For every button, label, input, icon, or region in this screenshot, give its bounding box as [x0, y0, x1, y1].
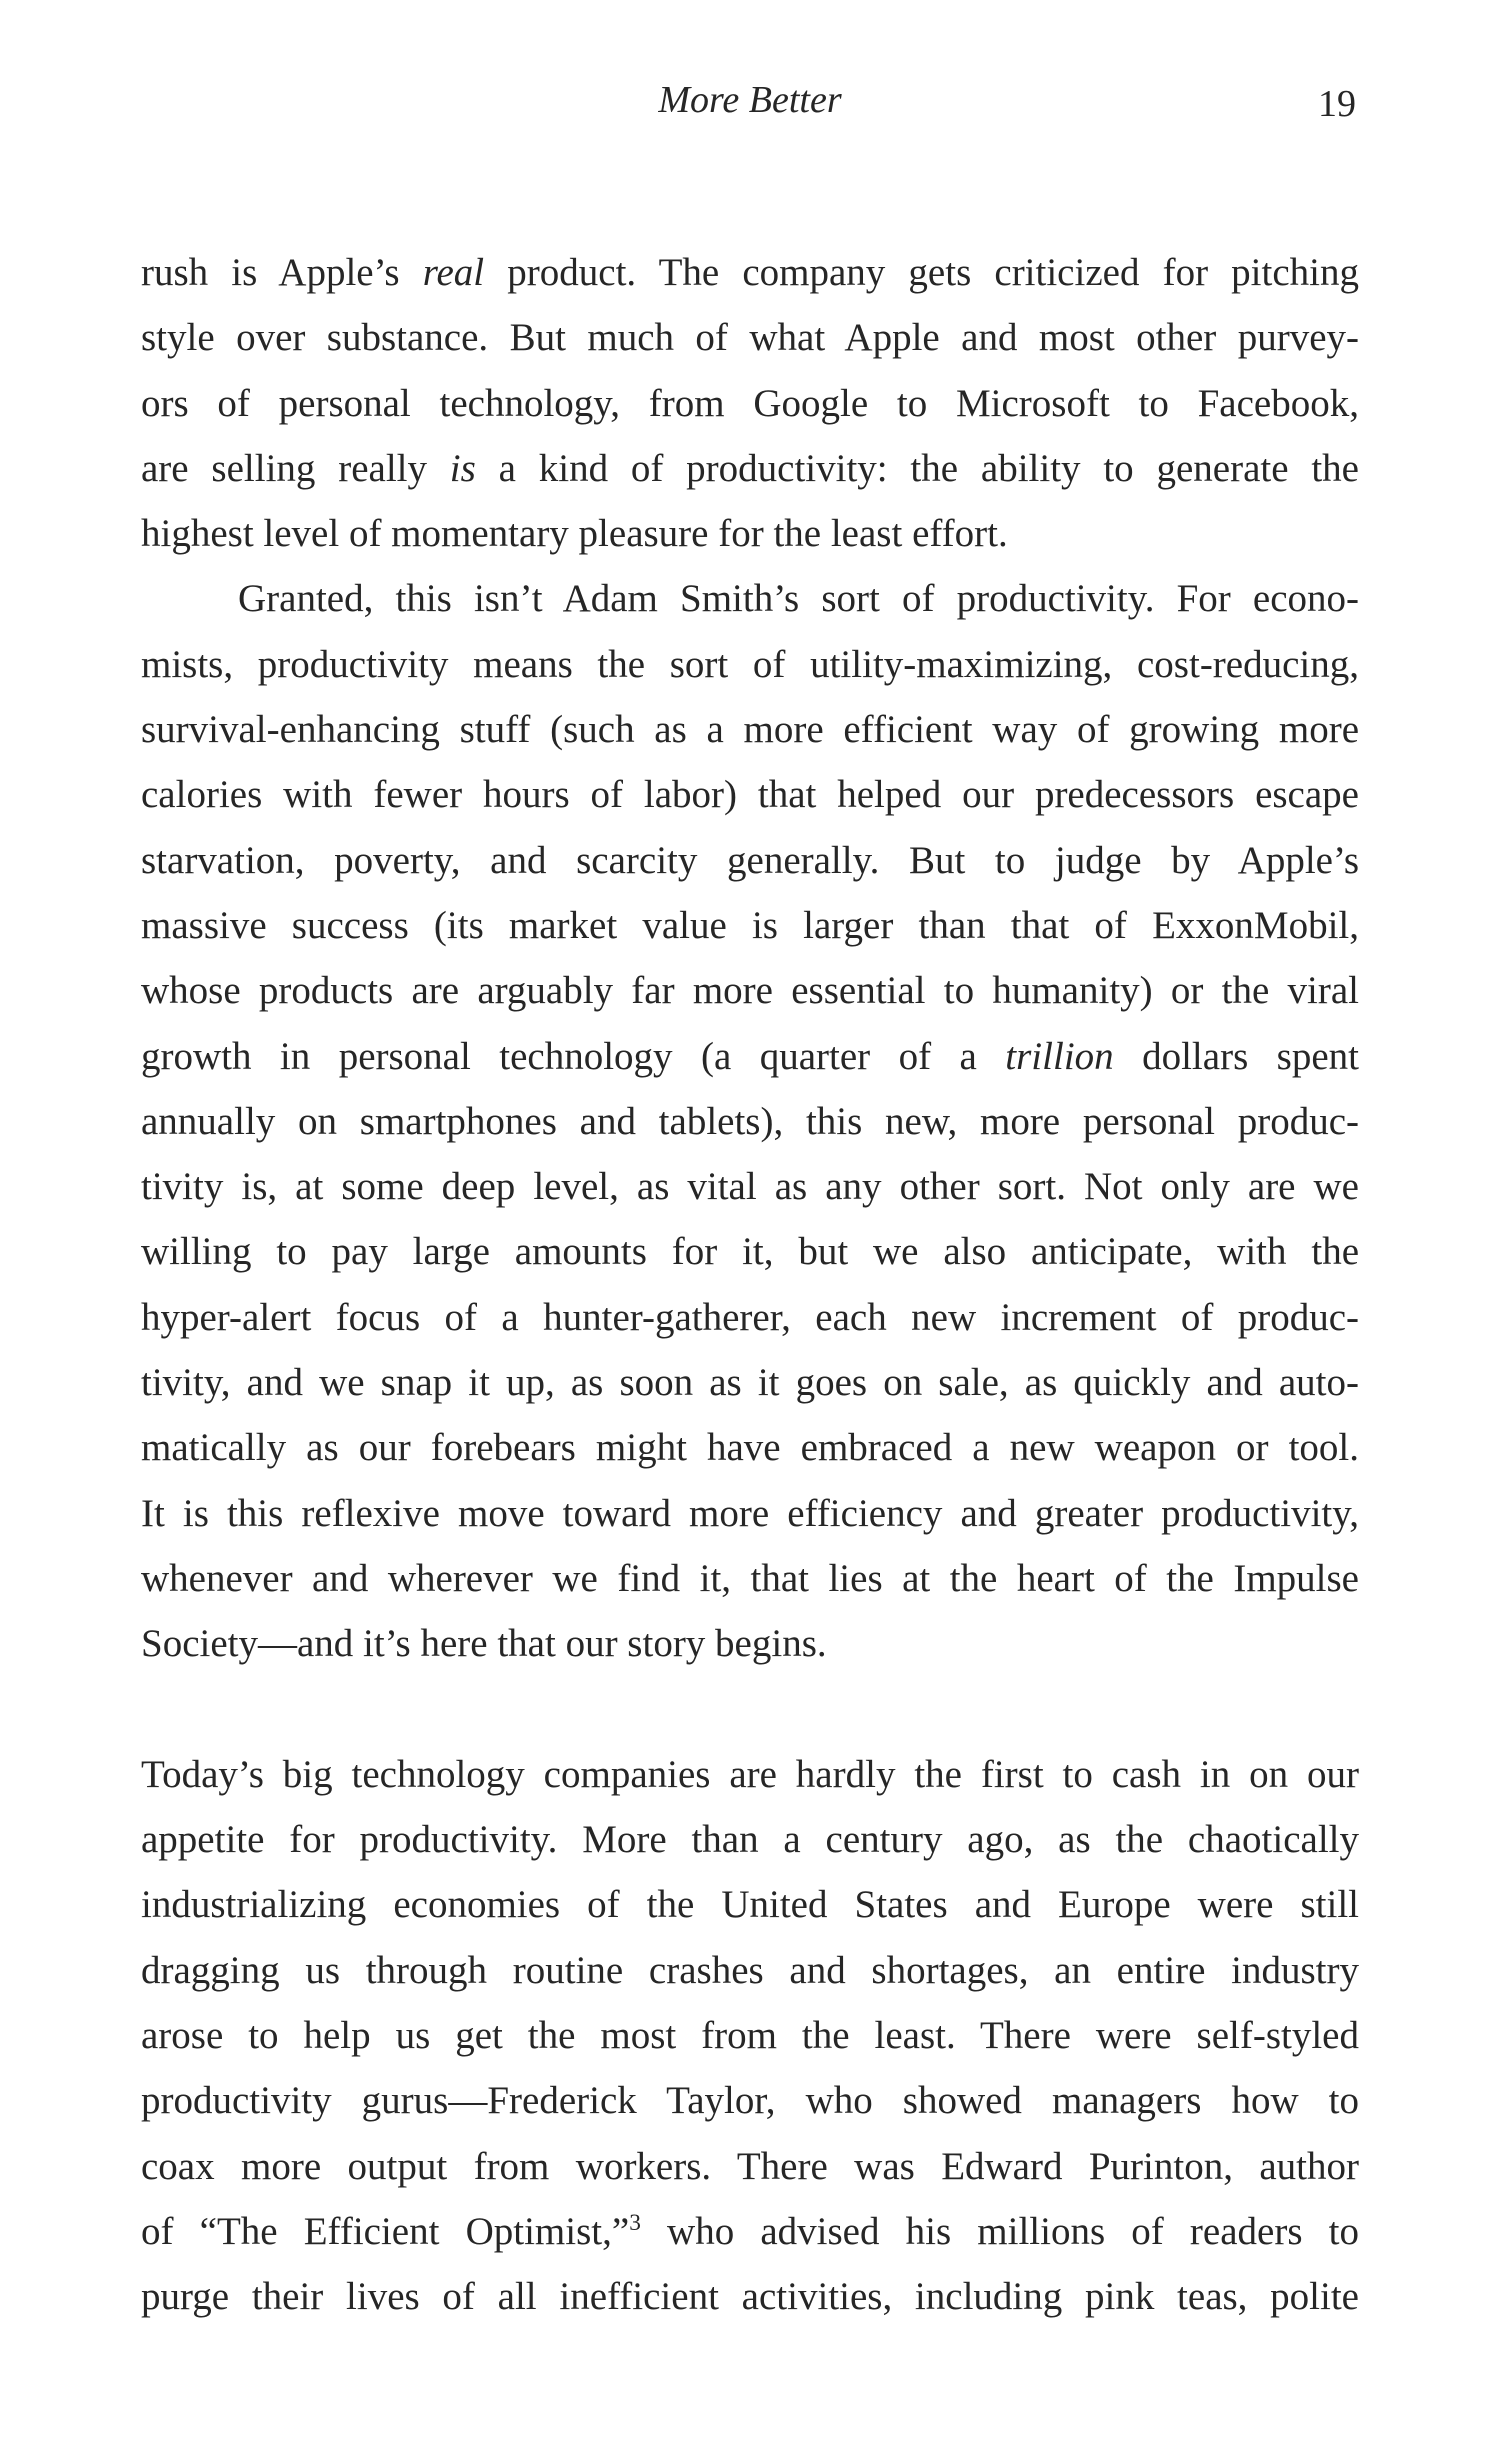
text-run: coax more output from workers. There was Edward Purinton, author [141, 2144, 1359, 2188]
paragraph-gap [141, 1677, 1359, 1742]
text-line [141, 828, 1359, 893]
text-line [141, 1546, 1359, 1611]
text-run: product. The company gets criticized for pitching [484, 251, 1359, 294]
text-run: massive success (its market value is larger than that of ExxonMobil, [141, 903, 1359, 947]
text-line [141, 958, 1359, 1023]
text-run: productivity gurus—Frederick Taylor, who showed managers how to [141, 2079, 1359, 2123]
text-line [141, 1089, 1359, 1154]
paragraph [141, 566, 1359, 1676]
text-line [141, 2199, 1359, 2264]
text-run: growth in personal technology (a quarter of a [141, 1034, 1006, 1078]
text-line [141, 697, 1359, 762]
text-run: purge their lives of all inefficient activities, including pink teas, polite [141, 2275, 1359, 2319]
text-line [141, 1872, 1359, 1937]
footnote-marker: 3 [629, 2209, 641, 2236]
text-run: ors of personal technology, from Google to Microsoft to Facebook, [141, 381, 1359, 425]
text-run: Society—and it’s here that our story begins. [141, 1622, 827, 1666]
text-line [141, 305, 1359, 370]
text-line [141, 1481, 1359, 1546]
text-line [141, 1611, 1359, 1676]
text-line [141, 1938, 1359, 2003]
text-line [141, 2068, 1359, 2133]
text-line [141, 1807, 1359, 1872]
text-run: starvation, poverty, and scarcity generally. But to judge by Apple’s [141, 838, 1359, 882]
paragraph [141, 1742, 1359, 2330]
text-line [141, 1350, 1359, 1415]
text-line [141, 2264, 1359, 2329]
text-line [141, 436, 1359, 501]
text-run: style over substance. But much of what Apple and most other purvey- [141, 316, 1359, 360]
text-line [141, 1154, 1359, 1219]
text-run: tivity, and we snap it up, as soon as it goes on sale, as quickly and auto- [141, 1361, 1359, 1405]
paragraph [141, 240, 1359, 566]
text-line [141, 1742, 1359, 1807]
text-run: who advised his millions of readers to [640, 2209, 1359, 2253]
text-line [141, 762, 1359, 827]
text-line [141, 1285, 1359, 1350]
text-run: industrializing economies of the United States and Europe were still [141, 1883, 1359, 1927]
text-run: hyper-alert focus of a hunter-gatherer, each new increment of produc- [141, 1295, 1359, 1339]
text-line [141, 371, 1359, 436]
text-run: tivity is, at some deep level, as vital as any other sort. Not only are we [141, 1165, 1359, 1209]
emphasis: is [449, 446, 476, 490]
running-head: More Better [658, 79, 842, 121]
text-run: whenever and wherever we find it, that lies at the heart of the Impulse [141, 1556, 1359, 1600]
text-run: mists, productivity means the sort of utility-maximizing, cost-reducing, [141, 642, 1359, 686]
text-run: Today’s big technology companies are hardly the first to cash in on our [141, 1752, 1359, 1796]
text-line [141, 893, 1359, 958]
text-run: willing to pay large amounts for it, but we also anticipate, with the [141, 1230, 1359, 1274]
text-run: of “The Efficient Optimist,” [141, 2209, 630, 2253]
text-line [141, 632, 1359, 697]
text-line [141, 1415, 1359, 1480]
text-run: annually on smartphones and tablets), this new, more personal produc- [141, 1099, 1359, 1143]
text-line [141, 1024, 1359, 1089]
body-text [141, 240, 1359, 2330]
text-run: calories with fewer hours of labor) that helped our predecessors escape [141, 773, 1359, 817]
text-line [141, 2134, 1359, 2199]
text-run: Granted, this isn’t Adam Smith’s sort of productivity. For econo- [238, 577, 1359, 621]
page-number: 19 [1318, 83, 1356, 125]
text-run: highest level of momentary pleasure for the least effort. [141, 512, 1008, 556]
text-run: a kind of productivity: the ability to generate the [475, 446, 1359, 490]
text-run: dragging us through routine crashes and shortages, an entire industry [141, 1948, 1359, 1992]
emphasis: real [422, 251, 485, 294]
text-line [141, 501, 1359, 566]
text-run: survival-enhancing stuff (such as a more efficient way of growing more [141, 708, 1359, 752]
text-run: It is this reflexive move toward more efficiency and greater productivity, [141, 1491, 1359, 1535]
text-run: appetite for productivity. More than a century ago, as the chaotically [141, 1818, 1359, 1862]
text-run: matically as our forebears might have embraced a new weapon or tool. [141, 1426, 1359, 1470]
text-line [141, 1219, 1359, 1284]
text-line [141, 2003, 1359, 2068]
text-run: dollars spent [1113, 1034, 1360, 1078]
text-run: arose to help us get the most from the least. There were self-styled [141, 2014, 1359, 2058]
emphasis: trillion [1005, 1034, 1114, 1078]
text-run: rush is Apple’s [141, 251, 423, 294]
text-line [141, 240, 1359, 305]
text-line [141, 566, 1359, 631]
text-run: are selling really [141, 446, 450, 490]
text-run: whose products are arguably far more essential to humanity) or the viral [141, 969, 1359, 1013]
